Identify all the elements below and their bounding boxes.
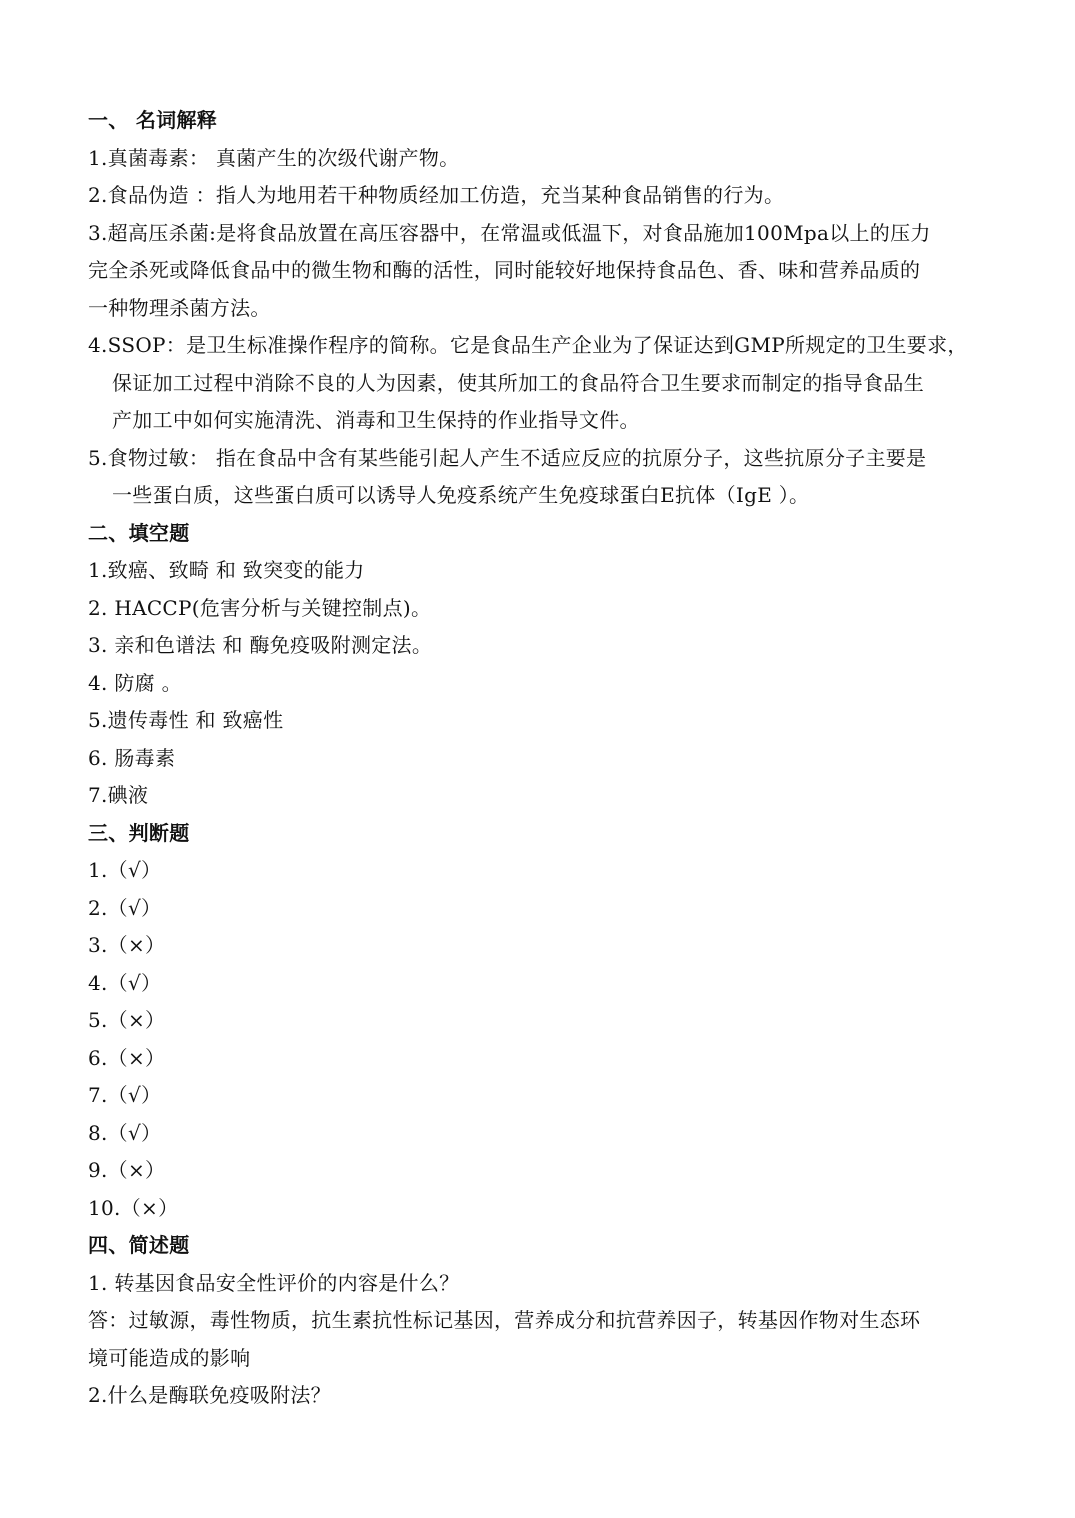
definition-item-continuation: 一种物理杀菌方法。 [88,295,271,320]
fill-in-answer: 7.碘液 [88,783,149,807]
true-false-answer: 10.（×） [88,1195,179,1220]
true-false-answer: 5.（×） [88,1008,166,1032]
true-false-answer: 8.（√） [88,1120,162,1145]
short-answer-question: 1. 转基因食品安全性评价的内容是什么？ [88,1270,460,1295]
definition-item: 5.食物过敏： 指在食品中含有某些能引起人产生不适应反应的抗原分子，这些抗原分子主要是 [88,445,927,470]
short-answer-question: 2.什么是酶联免疫吸附法？ [88,1383,331,1407]
definition-item: 1.真菌毒素： 真菌产生的次级代谢产物。 [88,145,460,170]
definition-item: 2.食品伪造 ：指人为地用若干种物质经加工仿造，充当某种食品销售的行为。 [88,183,785,207]
true-false-answer: 7.（√） [88,1083,162,1107]
section-heading-true-false: 三、判断题 [88,820,190,845]
true-false-answer: 2.（√） [88,895,162,920]
short-answer-response: 答：过敏源，毒性物质，抗生素抗性标记基因，营养成分和抗营养因子，转基因作物对生态环 [88,1308,921,1332]
fill-in-answer: 5.遗传毒性 和 致癌性 [88,708,284,732]
fill-in-answer: 6. 肠毒素 [88,745,176,770]
true-false-answer: 1.（√） [88,858,162,882]
document-page [88,102,998,1415]
fill-in-answer: 1.致癌、致畸 和 致突变的能力 [88,558,365,582]
definition-item-continuation: 完全杀死或降低食品中的微生物和酶的活性，同时能较好地保持食品色、香、味和营养品质的 [88,258,921,282]
definition-item-continuation: 保证加工过程中消除不良的人为因素，使其所加工的食品符合卫生要求而制定的指导食品生 [112,370,924,395]
true-false-answer: 4.（√） [88,970,162,995]
short-answer-response-continuation: 境可能造成的影响 [88,1345,251,1370]
fill-in-answer: 3. 亲和色谱法 和 酶免疫吸附测定法。 [88,633,433,657]
true-false-answer: 9.（×） [88,1158,166,1182]
true-false-answer: 6.（×） [88,1045,166,1070]
definition-item: 3.超高压杀菌:是将食品放置在高压容器中，在常温或低温下，对食品施加100Mpa以上的压力 [88,220,931,245]
definition-item-continuation: 产加工中如何实施清洗、消毒和卫生保持的作业指导文件。 [112,408,640,432]
true-false-answer: 3.（×） [88,933,166,957]
definition-item-continuation: 一些蛋白质，这些蛋白质可以诱导人免疫系统产生免疫球蛋白E抗体（IgE ）。 [112,483,810,507]
fill-in-answer: 2. HACCP(危害分析与关键控制点)。 [88,595,432,620]
definition-item: 4.SSOP：是卫生标准操作程序的简称。它是食品生产企业为了保证达到GMP所规定的卫生要求， [88,333,968,357]
section-heading-definitions: 一、 名词解释 [88,108,218,132]
fill-in-answer: 4. 防腐 。 [88,670,182,695]
section-heading-short-answer: 四、简述题 [88,1233,190,1257]
section-heading-fill-in: 二、填空题 [88,520,190,545]
